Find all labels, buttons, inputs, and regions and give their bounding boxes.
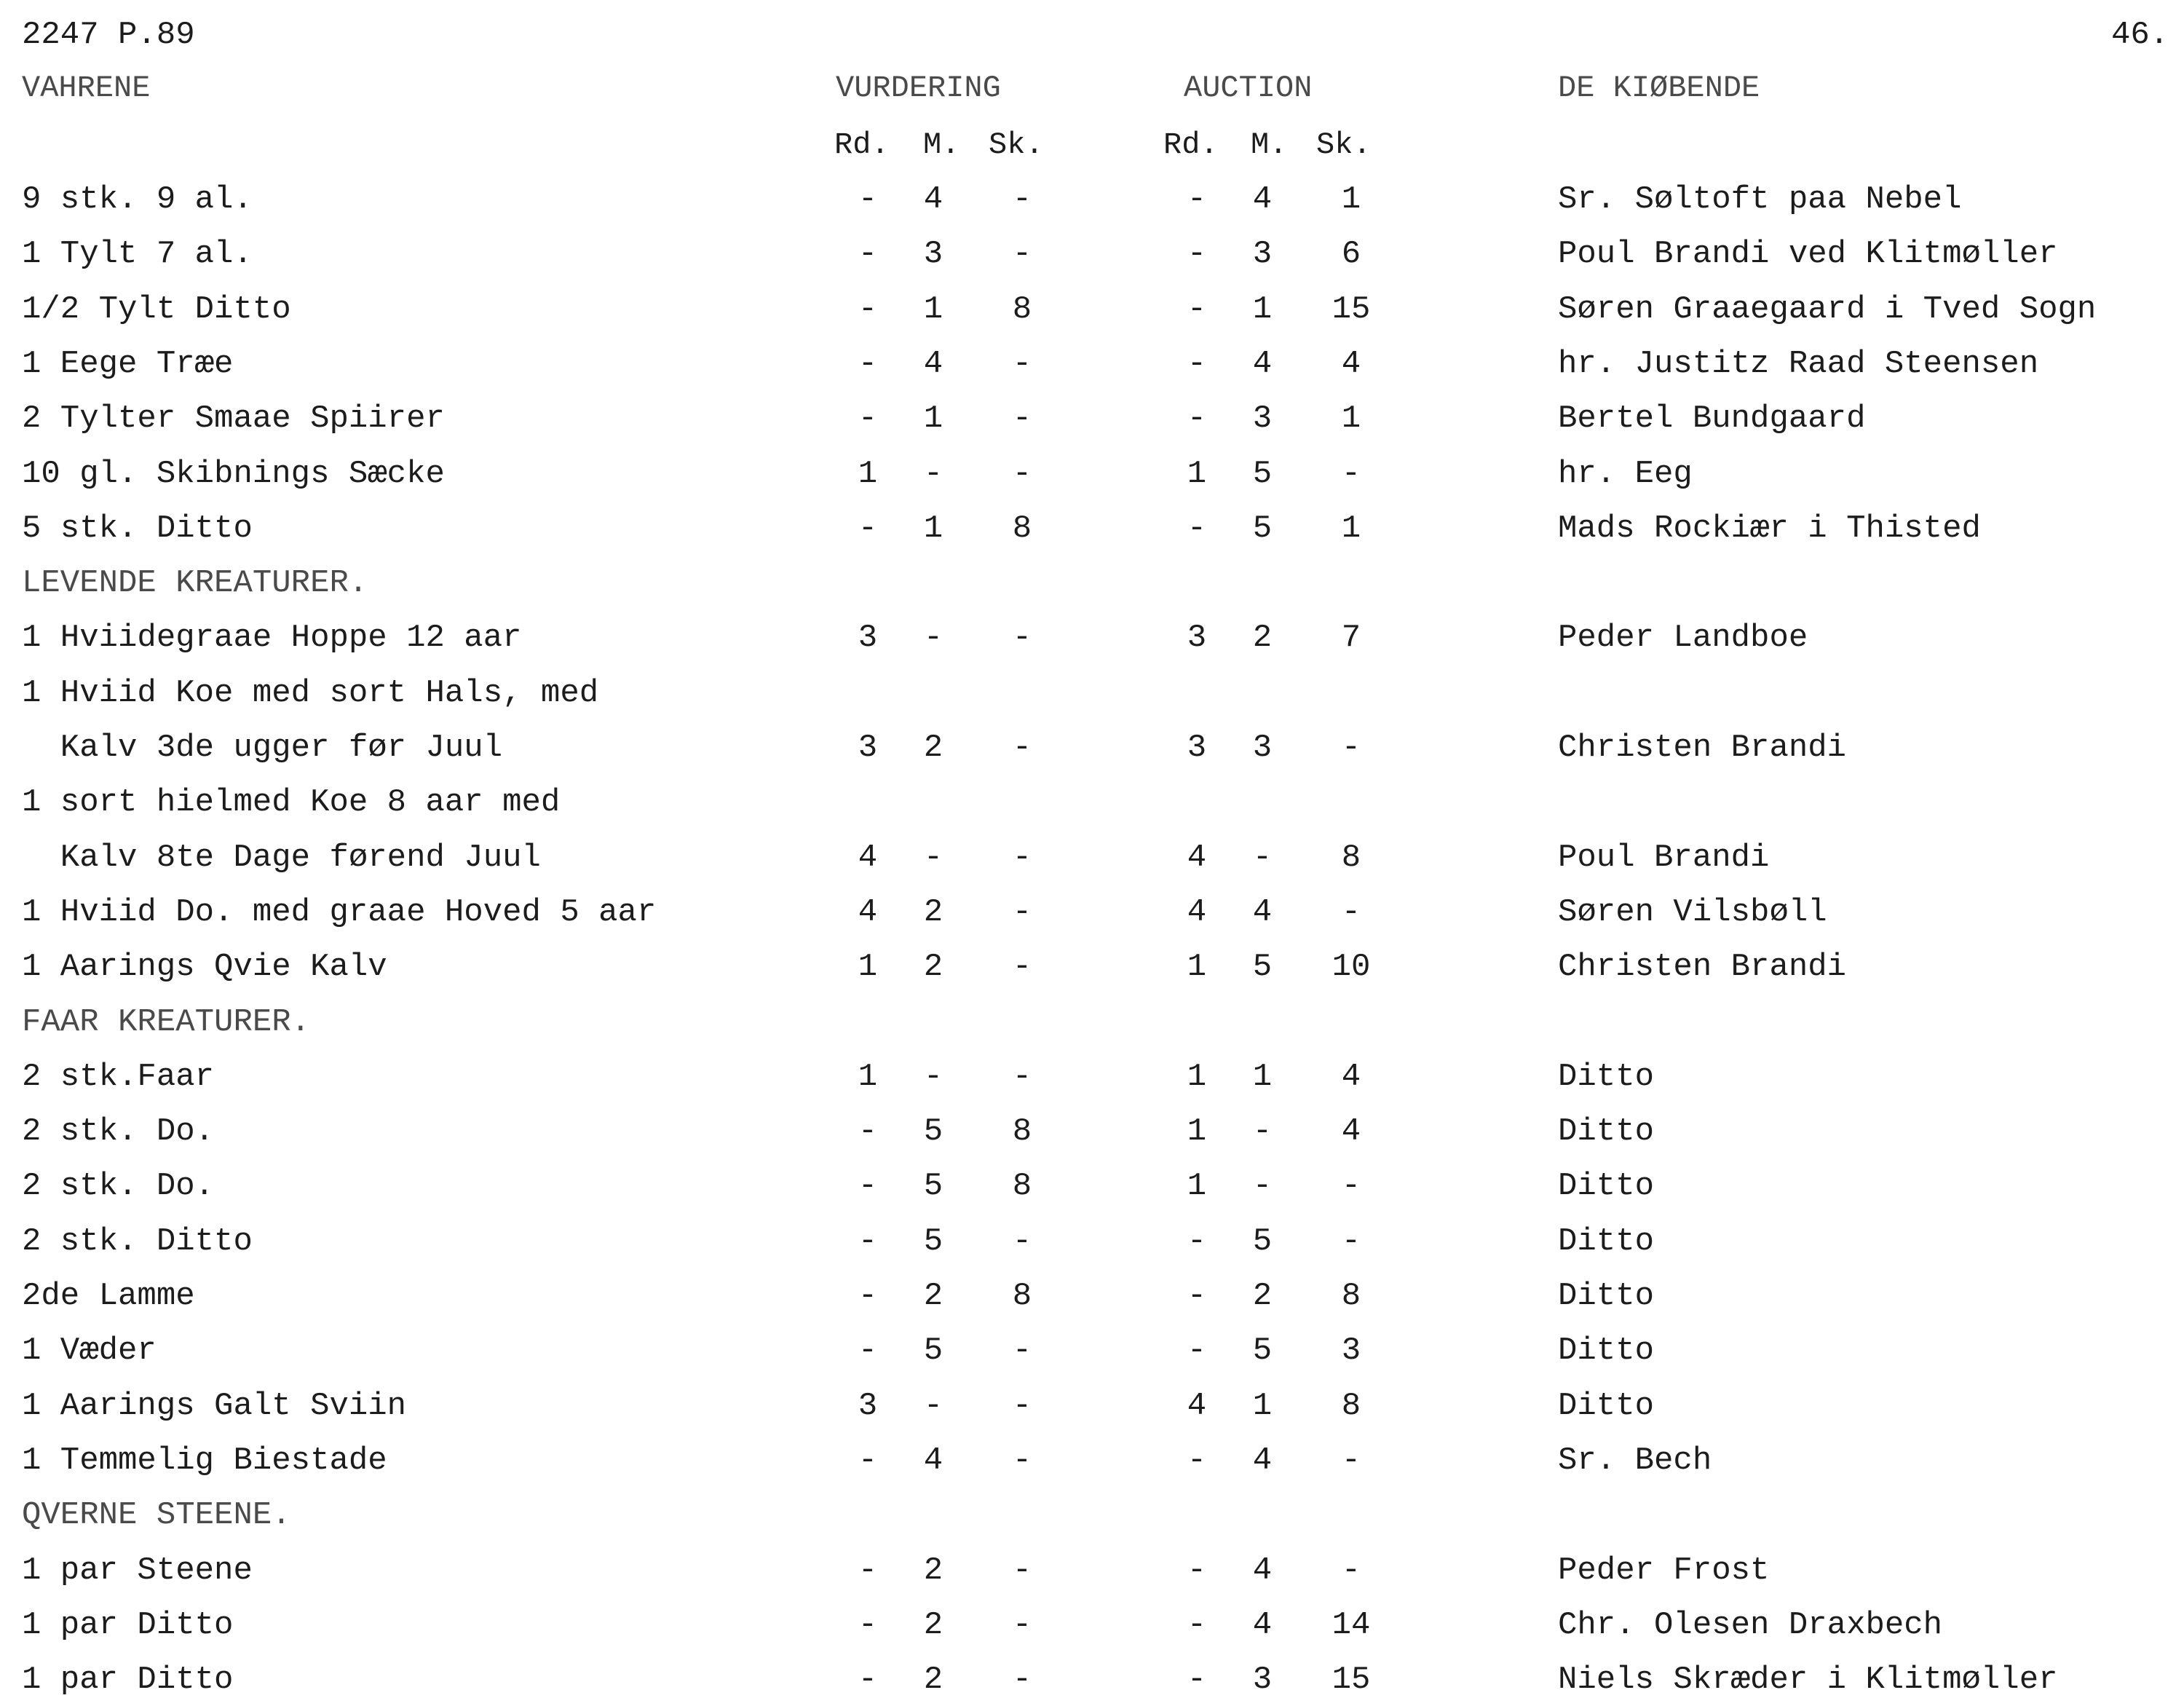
valuation-rd: 4 (858, 894, 878, 931)
auction-m: 5 (1252, 949, 1273, 985)
buyer-name: Sr. Bech (1558, 1442, 1712, 1479)
section-heading: QVERNE STEENE. (22, 1497, 291, 1533)
valuation-m: 2 (923, 1607, 943, 1643)
valuation-m: 5 (923, 1168, 943, 1204)
valuation-rd: - (858, 1662, 878, 1698)
auction-rd: - (1187, 1278, 1207, 1314)
valuation-sk: - (1012, 1223, 1032, 1260)
item-description: Kalv 3de ugger før Juul (22, 730, 503, 766)
valuation-sk: - (1012, 456, 1032, 492)
auction-rd: 3 (1187, 620, 1207, 656)
auction-sk: - (1341, 456, 1361, 492)
section-heading: FAAR KREATURER. (22, 1004, 311, 1040)
column-header-items: VAHRENE (22, 71, 151, 106)
valuation-sk: - (1012, 1332, 1032, 1369)
valuation-m: 1 (923, 291, 943, 328)
auction-rd: - (1187, 400, 1207, 437)
auction-sk: 8 (1341, 1278, 1361, 1314)
auction-m: 2 (1252, 1278, 1273, 1314)
item-description: 1 Eege Træe (22, 346, 234, 382)
column-header-valuation: VURDERING (836, 71, 1001, 106)
valuation-sk: - (1012, 1662, 1032, 1698)
valuation-m: 5 (923, 1223, 943, 1260)
item-description: 1 Tylt 7 al. (22, 236, 253, 272)
unit-sk-auction: Sk. (1316, 127, 1372, 162)
item-description: 1 Temmelig Biestade (22, 1442, 387, 1479)
valuation-rd: - (858, 1168, 878, 1204)
valuation-m: - (923, 620, 943, 656)
auction-rd: - (1187, 291, 1207, 328)
auction-m: 3 (1252, 730, 1273, 766)
valuation-rd: - (858, 236, 878, 272)
auction-sk: 15 (1332, 291, 1371, 328)
valuation-m: - (923, 1059, 943, 1095)
valuation-sk: - (1012, 949, 1032, 985)
item-description: 2 stk. Do. (22, 1113, 215, 1150)
buyer-name: Ditto (1558, 1388, 1655, 1424)
item-description: 2 stk.Faar (22, 1059, 215, 1095)
item-description: 1/2 Tylt Ditto (22, 291, 291, 328)
buyer-name: Ditto (1558, 1278, 1655, 1314)
unit-rd-valuation: Rd. (834, 127, 890, 162)
auction-sk: 1 (1341, 181, 1361, 218)
valuation-rd: - (858, 1332, 878, 1369)
valuation-sk: - (1012, 840, 1032, 876)
auction-sk: 4 (1341, 1059, 1361, 1095)
valuation-m: 1 (923, 510, 943, 547)
unit-rd-auction: Rd. (1163, 127, 1219, 162)
buyer-name: Peder Frost (1558, 1552, 1770, 1589)
valuation-rd: - (858, 1607, 878, 1643)
valuation-sk: - (1012, 181, 1032, 218)
auction-sk: 1 (1341, 400, 1361, 437)
auction-m: 4 (1252, 1442, 1273, 1479)
valuation-rd: 3 (858, 730, 878, 766)
item-description: 1 Aarings Galt Sviin (22, 1388, 407, 1424)
valuation-m: 2 (923, 949, 943, 985)
unit-m-valuation: M. (923, 127, 960, 162)
valuation-rd: - (858, 1223, 878, 1260)
valuation-m: 2 (923, 1278, 943, 1314)
auction-m: 5 (1252, 1332, 1273, 1369)
auction-m: 2 (1252, 620, 1273, 656)
auction-rd: - (1187, 181, 1207, 218)
valuation-sk: 8 (1012, 291, 1032, 328)
auction-sk: 1 (1341, 510, 1361, 547)
buyer-name: Christen Brandi (1558, 949, 1847, 985)
valuation-sk: - (1012, 400, 1032, 437)
valuation-sk: - (1012, 236, 1032, 272)
auction-rd: - (1187, 1607, 1207, 1643)
auction-sk: 14 (1332, 1607, 1371, 1643)
auction-rd: 4 (1187, 894, 1207, 931)
auction-rd: 1 (1187, 949, 1207, 985)
auction-m: 4 (1252, 894, 1273, 931)
valuation-sk: - (1012, 1442, 1032, 1479)
item-description: 2 stk. Ditto (22, 1223, 253, 1260)
buyer-name: hr. Justitz Raad Steensen (1558, 346, 2039, 382)
unit-sk-valuation: Sk. (989, 127, 1044, 162)
column-header-auction: AUCTION (1184, 71, 1313, 106)
auction-rd: - (1187, 346, 1207, 382)
item-description: 1 par Ditto (22, 1607, 234, 1643)
valuation-sk: - (1012, 1552, 1032, 1589)
page-number: 46. (2111, 17, 2169, 53)
buyer-name: Sr. Søltoft paa Nebel (1558, 181, 1962, 218)
auction-sk: 4 (1341, 1113, 1361, 1150)
item-description: 2de Lamme (22, 1278, 195, 1314)
auction-sk: 8 (1341, 1388, 1361, 1424)
valuation-sk: 8 (1012, 1168, 1032, 1204)
valuation-sk: - (1012, 894, 1032, 931)
valuation-m: - (923, 840, 943, 876)
valuation-rd: 3 (858, 1388, 878, 1424)
auction-sk: - (1341, 1442, 1361, 1479)
valuation-sk: - (1012, 1607, 1032, 1643)
item-description: 1 par Steene (22, 1552, 253, 1589)
item-description: 2 Tylter Smaae Spiirer (22, 400, 445, 437)
valuation-rd: - (858, 1552, 878, 1589)
buyer-name: Ditto (1558, 1332, 1655, 1369)
auction-m: 3 (1252, 236, 1273, 272)
valuation-rd: - (858, 510, 878, 547)
valuation-m: 2 (923, 894, 943, 931)
auction-rd: 1 (1187, 1113, 1207, 1150)
auction-sk: - (1341, 730, 1361, 766)
auction-rd: - (1187, 1442, 1207, 1479)
buyer-name: Niels Skræder i Klitmøller (1558, 1662, 2058, 1698)
valuation-rd: - (858, 1113, 878, 1150)
valuation-rd: 3 (858, 620, 878, 656)
auction-sk: 6 (1341, 236, 1361, 272)
auction-rd: 4 (1187, 1388, 1207, 1424)
valuation-sk: - (1012, 1388, 1032, 1424)
valuation-m: - (923, 456, 943, 492)
buyer-name: hr. Eeg (1558, 456, 1693, 492)
valuation-m: 4 (923, 181, 943, 218)
auction-sk: 4 (1341, 346, 1361, 382)
auction-m: 4 (1252, 1552, 1273, 1589)
item-description: 1 Hviidegraae Hoppe 12 aar (22, 620, 522, 656)
auction-rd: - (1187, 1223, 1207, 1260)
auction-sk: 8 (1341, 840, 1361, 876)
valuation-rd: 1 (858, 1059, 878, 1095)
buyer-name: Ditto (1558, 1059, 1655, 1095)
auction-m: 3 (1252, 1662, 1273, 1698)
buyer-name: Chr. Olesen Draxbech (1558, 1607, 1943, 1643)
buyer-name: Mads Rockiær i Thisted (1558, 510, 1981, 547)
auction-sk: 7 (1341, 620, 1361, 656)
auction-sk: - (1341, 1552, 1361, 1589)
buyer-name: Ditto (1558, 1223, 1655, 1260)
valuation-m: 5 (923, 1332, 943, 1369)
valuation-sk: - (1012, 1059, 1032, 1095)
column-header-buyers: DE KIØBENDE (1558, 71, 1760, 106)
valuation-sk: - (1012, 620, 1032, 656)
page-reference: 2247 P.89 (22, 17, 195, 53)
auction-sk: - (1341, 1168, 1361, 1204)
auction-m: 1 (1252, 291, 1273, 328)
auction-sk: - (1341, 1223, 1361, 1260)
item-description: 1 Væder (22, 1332, 157, 1369)
auction-m: - (1252, 1113, 1273, 1150)
valuation-sk: - (1012, 730, 1032, 766)
buyer-name: Poul Brandi ved Klitmøller (1558, 236, 2058, 272)
auction-m: 5 (1252, 456, 1273, 492)
auction-m: - (1252, 1168, 1273, 1204)
valuation-m: 2 (923, 1552, 943, 1589)
auction-m: 3 (1252, 400, 1273, 437)
valuation-sk: 8 (1012, 510, 1032, 547)
item-description: 1 par Ditto (22, 1662, 234, 1698)
valuation-m: 1 (923, 400, 943, 437)
valuation-rd: 1 (858, 456, 878, 492)
valuation-m: 4 (923, 1442, 943, 1479)
buyer-name: Søren Graaegaard i Tved Sogn (1558, 291, 2097, 328)
valuation-rd: - (858, 291, 878, 328)
section-heading: LEVENDE KREATURER. (22, 565, 368, 601)
valuation-rd: - (858, 1442, 878, 1479)
auction-m: 1 (1252, 1388, 1273, 1424)
buyer-name: Christen Brandi (1558, 730, 1847, 766)
valuation-m: - (923, 1388, 943, 1424)
auction-sk: - (1341, 894, 1361, 931)
valuation-m: 3 (923, 236, 943, 272)
buyer-name: Ditto (1558, 1113, 1655, 1150)
auction-m: 4 (1252, 181, 1273, 218)
item-description: 1 Hviid Koe med sort Hals, med (22, 675, 599, 711)
auction-m: 4 (1252, 1607, 1273, 1643)
item-description: 2 stk. Do. (22, 1168, 215, 1204)
item-description: 1 Aarings Qvie Kalv (22, 949, 387, 985)
valuation-rd: - (858, 181, 878, 218)
item-description: 5 stk. Ditto (22, 510, 253, 547)
auction-rd: 1 (1187, 456, 1207, 492)
valuation-rd: 1 (858, 949, 878, 985)
buyer-name: Peder Landboe (1558, 620, 1808, 656)
auction-rd: - (1187, 236, 1207, 272)
item-description: 9 stk. 9 al. (22, 181, 253, 218)
auction-rd: 4 (1187, 840, 1207, 876)
item-description: 1 sort hielmed Koe 8 aar med (22, 784, 561, 821)
valuation-m: 5 (923, 1113, 943, 1150)
auction-m: 1 (1252, 1059, 1273, 1095)
auction-rd: - (1187, 1662, 1207, 1698)
valuation-rd: - (858, 1278, 878, 1314)
auction-rd: - (1187, 1332, 1207, 1369)
buyer-name: Bertel Bundgaard (1558, 400, 1866, 437)
valuation-rd: - (858, 346, 878, 382)
buyer-name: Ditto (1558, 1168, 1655, 1204)
auction-rd: 1 (1187, 1168, 1207, 1204)
valuation-rd: - (858, 400, 878, 437)
auction-sk: 10 (1332, 949, 1371, 985)
auction-m: 4 (1252, 346, 1273, 382)
auction-rd: 3 (1187, 730, 1207, 766)
unit-m-auction: M. (1251, 127, 1288, 162)
auction-sk: 15 (1332, 1662, 1371, 1698)
valuation-m: 2 (923, 1662, 943, 1698)
auction-m: 5 (1252, 1223, 1273, 1260)
item-description: 10 gl. Skibnings Sæcke (22, 456, 445, 492)
valuation-m: 2 (923, 730, 943, 766)
auction-rd: - (1187, 510, 1207, 547)
valuation-m: 4 (923, 346, 943, 382)
auction-sk: 3 (1341, 1332, 1361, 1369)
auction-m: - (1252, 840, 1273, 876)
buyer-name: Poul Brandi (1558, 840, 1770, 876)
item-description: 1 Hviid Do. med graae Hoved 5 aar (22, 894, 657, 931)
valuation-sk: 8 (1012, 1113, 1032, 1150)
item-description: Kalv 8te Dage førend Juul (22, 840, 541, 876)
valuation-rd: 4 (858, 840, 878, 876)
auction-m: 5 (1252, 510, 1273, 547)
auction-rd: - (1187, 1552, 1207, 1589)
auction-rd: 1 (1187, 1059, 1207, 1095)
valuation-sk: - (1012, 346, 1032, 382)
valuation-sk: 8 (1012, 1278, 1032, 1314)
buyer-name: Søren Vilsbøll (1558, 894, 1827, 931)
